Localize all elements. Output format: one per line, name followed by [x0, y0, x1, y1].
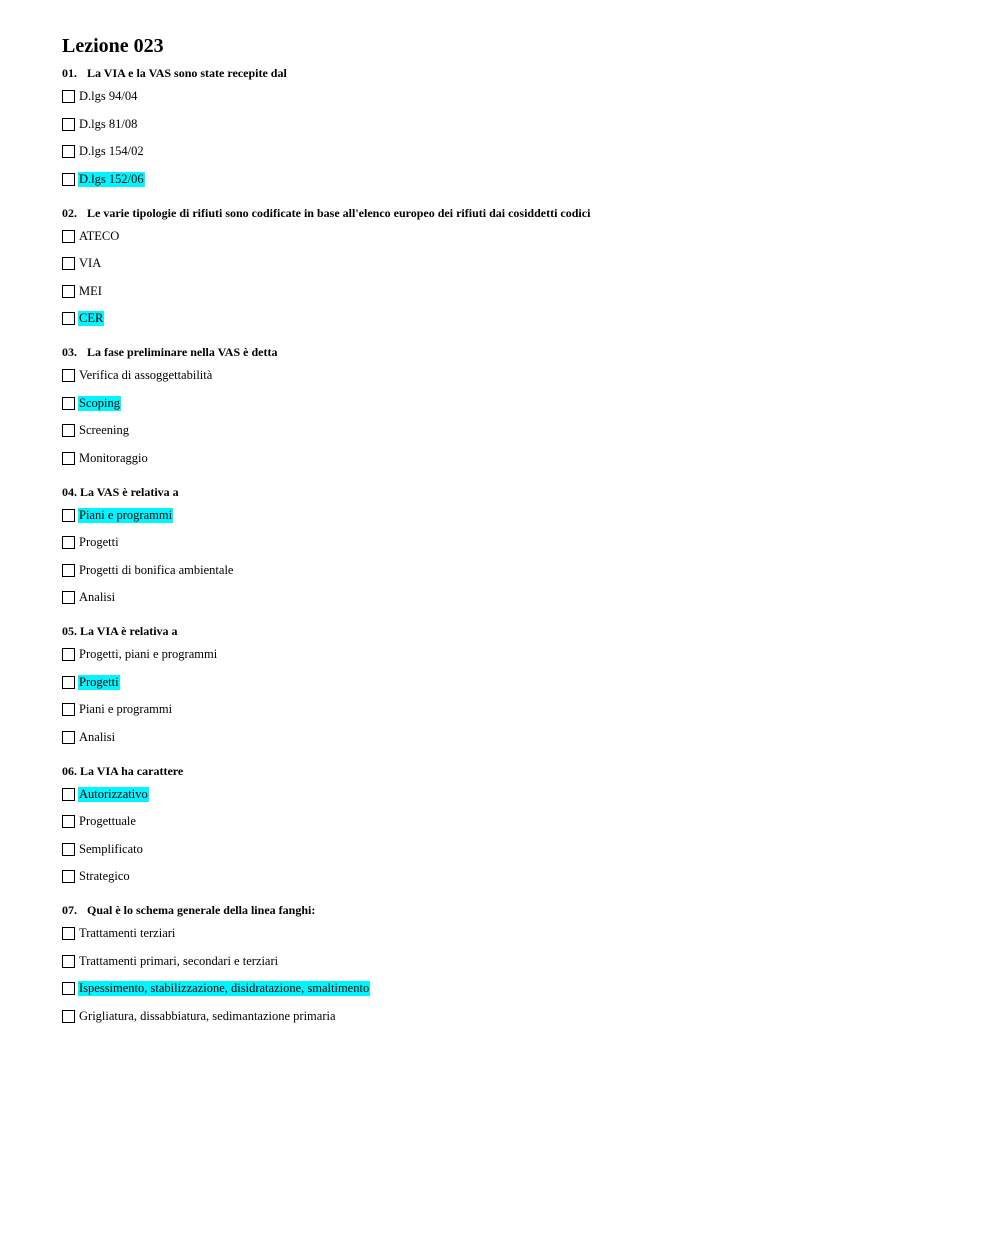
answer-label: Strategico — [79, 869, 130, 883]
question-1 — [62, 66, 962, 190]
question-2 — [62, 206, 962, 330]
question-header — [62, 903, 962, 917]
answer-checkbox[interactable] — [62, 676, 75, 689]
answer-checkbox[interactable] — [62, 815, 75, 828]
answer-checkbox[interactable] — [62, 118, 75, 131]
answer-option[interactable] — [62, 672, 962, 693]
answer-option[interactable] — [62, 393, 962, 414]
answer-label: Progetti — [79, 535, 119, 549]
question-5 — [62, 624, 962, 748]
question-6 — [62, 764, 962, 888]
correct-answer-label: Ispessimento, stabilizzazione, disidratazione, smaltimento — [79, 981, 370, 995]
answer-option[interactable] — [62, 644, 962, 665]
answer-option[interactable] — [62, 281, 962, 302]
answer-option[interactable] — [62, 839, 962, 860]
correct-answer-label: D.lgs 152/06 — [79, 171, 144, 186]
quiz-page — [62, 34, 962, 1043]
answer-checkbox[interactable] — [62, 452, 75, 465]
question-header — [62, 764, 962, 778]
answer-option[interactable] — [62, 365, 962, 386]
answer-checkbox[interactable] — [62, 564, 75, 577]
question-header — [62, 66, 962, 80]
answer-option[interactable] — [62, 1006, 962, 1027]
answer-option[interactable] — [62, 727, 962, 748]
answer-checkbox[interactable] — [62, 703, 75, 716]
answer-label: Screening — [79, 423, 129, 437]
answer-label: Trattamenti terziari — [79, 926, 176, 940]
answer-option[interactable] — [62, 448, 962, 469]
question-text: Le varie tipologie di rifiuti sono codificate in base all'elenco europeo dei rifiuti dai cosiddetti codici — [87, 205, 591, 220]
answer-option[interactable] — [62, 308, 962, 329]
answer-option[interactable] — [62, 978, 962, 999]
answer-option[interactable] — [62, 923, 962, 944]
question-header — [62, 345, 962, 359]
answer-checkbox[interactable] — [62, 843, 75, 856]
answer-option[interactable] — [62, 866, 962, 887]
answer-label: Analisi — [79, 590, 116, 604]
answer-checkbox[interactable] — [62, 982, 75, 995]
answer-label: D.lgs 81/08 — [79, 116, 138, 131]
answer-checkbox[interactable] — [62, 955, 75, 968]
answer-checkbox[interactable] — [62, 648, 75, 661]
answer-label: Verifica di assoggettabilità — [79, 368, 213, 382]
answer-label: Progetti di bonifica ambientale — [79, 562, 234, 577]
answer-label: MEI — [79, 283, 102, 298]
answer-checkbox[interactable] — [62, 927, 75, 940]
answer-label: VIA — [79, 256, 102, 270]
answer-option[interactable] — [62, 141, 962, 162]
answer-checkbox[interactable] — [62, 591, 75, 604]
correct-answer-label: CER — [79, 311, 104, 325]
answer-option[interactable] — [62, 114, 962, 135]
question-number: 05. — [62, 624, 77, 638]
question-list — [62, 66, 962, 1027]
answer-option[interactable] — [62, 811, 962, 832]
question-header — [62, 624, 962, 638]
correct-answer-label: Progetti — [79, 674, 119, 689]
answer-option[interactable] — [62, 532, 962, 553]
answer-checkbox[interactable] — [62, 536, 75, 549]
question-number: 01. — [62, 66, 77, 80]
question-header — [62, 485, 962, 499]
answer-checkbox[interactable] — [62, 397, 75, 410]
answer-label: Progettuale — [79, 814, 136, 828]
question-number: 02. — [62, 205, 77, 220]
answer-label: D.lgs 94/04 — [79, 89, 138, 103]
question-3 — [62, 345, 962, 469]
answer-checkbox[interactable] — [62, 90, 75, 103]
answer-checkbox[interactable] — [62, 173, 75, 186]
answer-checkbox[interactable] — [62, 285, 75, 298]
answer-checkbox[interactable] — [62, 788, 75, 801]
answer-option[interactable] — [62, 420, 962, 441]
question-text: Qual è lo schema generale della linea fanghi: — [87, 903, 316, 917]
answer-checkbox[interactable] — [62, 230, 75, 243]
answer-option[interactable] — [62, 699, 962, 720]
answer-label: Monitoraggio — [79, 450, 148, 465]
lesson-title: Lezione 023 — [62, 35, 164, 57]
answer-checkbox[interactable] — [62, 1010, 75, 1023]
answer-label: Analisi — [79, 729, 116, 744]
answer-label: ATECO — [79, 228, 120, 243]
question-number: 03. — [62, 345, 77, 359]
question-number: 07. — [62, 903, 77, 917]
answer-label: Piani e programmi — [79, 702, 173, 716]
answer-checkbox[interactable] — [62, 870, 75, 883]
question-text: La VIA è relativa a — [80, 624, 178, 638]
answer-option[interactable] — [62, 560, 962, 581]
answer-checkbox[interactable] — [62, 257, 75, 270]
correct-answer-label: Piani e programmi — [79, 507, 173, 522]
answer-checkbox[interactable] — [62, 369, 75, 382]
question-number: 04. — [62, 484, 77, 499]
question-text: La fase preliminare nella VAS è detta — [87, 345, 278, 359]
answer-option[interactable] — [62, 169, 962, 190]
answer-label: D.lgs 154/02 — [79, 144, 144, 158]
answer-checkbox[interactable] — [62, 509, 75, 522]
answer-label: Trattamenti primari, secondari e terziari — [79, 953, 279, 968]
answer-option[interactable] — [62, 784, 962, 805]
answer-label: Progetti, piani e programmi — [79, 647, 218, 661]
answer-option[interactable] — [62, 587, 962, 608]
correct-answer-label: Scoping — [79, 395, 120, 410]
answer-option[interactable] — [62, 226, 962, 247]
answer-option[interactable] — [62, 86, 962, 107]
question-number: 06. — [62, 763, 77, 778]
question-text: La VAS è relativa a — [80, 484, 179, 499]
question-7 — [62, 903, 962, 1027]
answer-option[interactable] — [62, 253, 962, 274]
question-text: La VIA e la VAS sono state recepite dal — [87, 66, 287, 80]
answer-checkbox[interactable] — [62, 424, 75, 437]
answer-label: Grigliatura, dissabbiatura, sedimantazione primaria — [79, 1008, 336, 1023]
answer-label: Semplificato — [79, 841, 143, 856]
answer-checkbox[interactable] — [62, 312, 75, 325]
answer-option[interactable] — [62, 505, 962, 526]
answer-checkbox[interactable] — [62, 145, 75, 158]
question-header — [62, 206, 962, 220]
correct-answer-label: Autorizzativo — [79, 786, 148, 801]
answer-option[interactable] — [62, 951, 962, 972]
question-4 — [62, 485, 962, 609]
answer-checkbox[interactable] — [62, 731, 75, 744]
question-text: La VIA ha carattere — [80, 763, 184, 778]
